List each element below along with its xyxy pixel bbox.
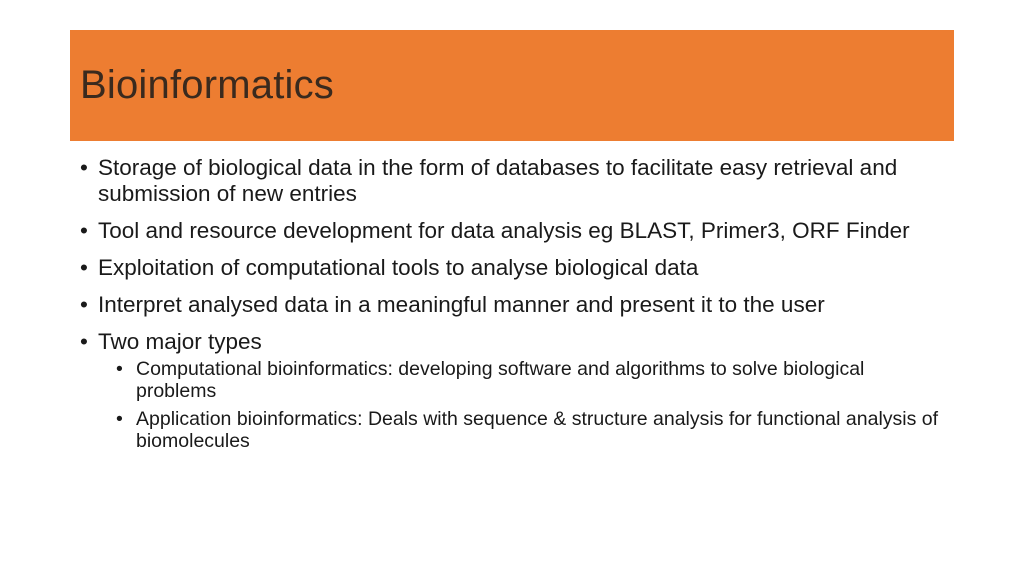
bullet-text: Storage of biological data in the form of databases to facilitate easy retrieval and submission of new entries xyxy=(98,155,898,206)
bullet-text: Exploitation of computational tools to analyse biological data xyxy=(98,255,699,280)
sub-bullet-marker: • xyxy=(116,358,123,380)
bullet-item xyxy=(76,155,946,207)
bullet-list xyxy=(76,155,946,458)
bullet-item xyxy=(76,218,946,244)
sub-bullet-text: Application bioinformatics: Deals with sequence & structure analysis for functional analysis of biomolecules xyxy=(136,408,939,452)
bullet-marker: • xyxy=(80,218,88,243)
bullet-text: Interpret analysed data in a meaningful manner and present it to the user xyxy=(98,292,825,317)
sub-bullet-item xyxy=(76,358,946,402)
slide-title: Bioinformatics xyxy=(80,63,334,107)
bullet-marker: • xyxy=(80,255,88,280)
bullet-item xyxy=(76,329,946,355)
bullet-marker: • xyxy=(80,155,88,180)
sub-bullet-list xyxy=(76,358,946,452)
bullet-marker: • xyxy=(80,329,88,354)
bullet-item xyxy=(76,255,946,281)
bullet-item xyxy=(76,292,946,318)
sub-bullet-item xyxy=(76,408,946,452)
sub-bullet-marker: • xyxy=(116,408,123,430)
title-bar xyxy=(70,30,954,141)
sub-bullet-text: Computational bioinformatics: developing software and algorithms to solve biological problems xyxy=(136,358,865,402)
bullet-marker: • xyxy=(80,292,88,317)
bullet-text: Two major types xyxy=(98,329,262,354)
bullet-text: Tool and resource development for data analysis eg BLAST, Primer3, ORF Finder xyxy=(98,218,910,243)
